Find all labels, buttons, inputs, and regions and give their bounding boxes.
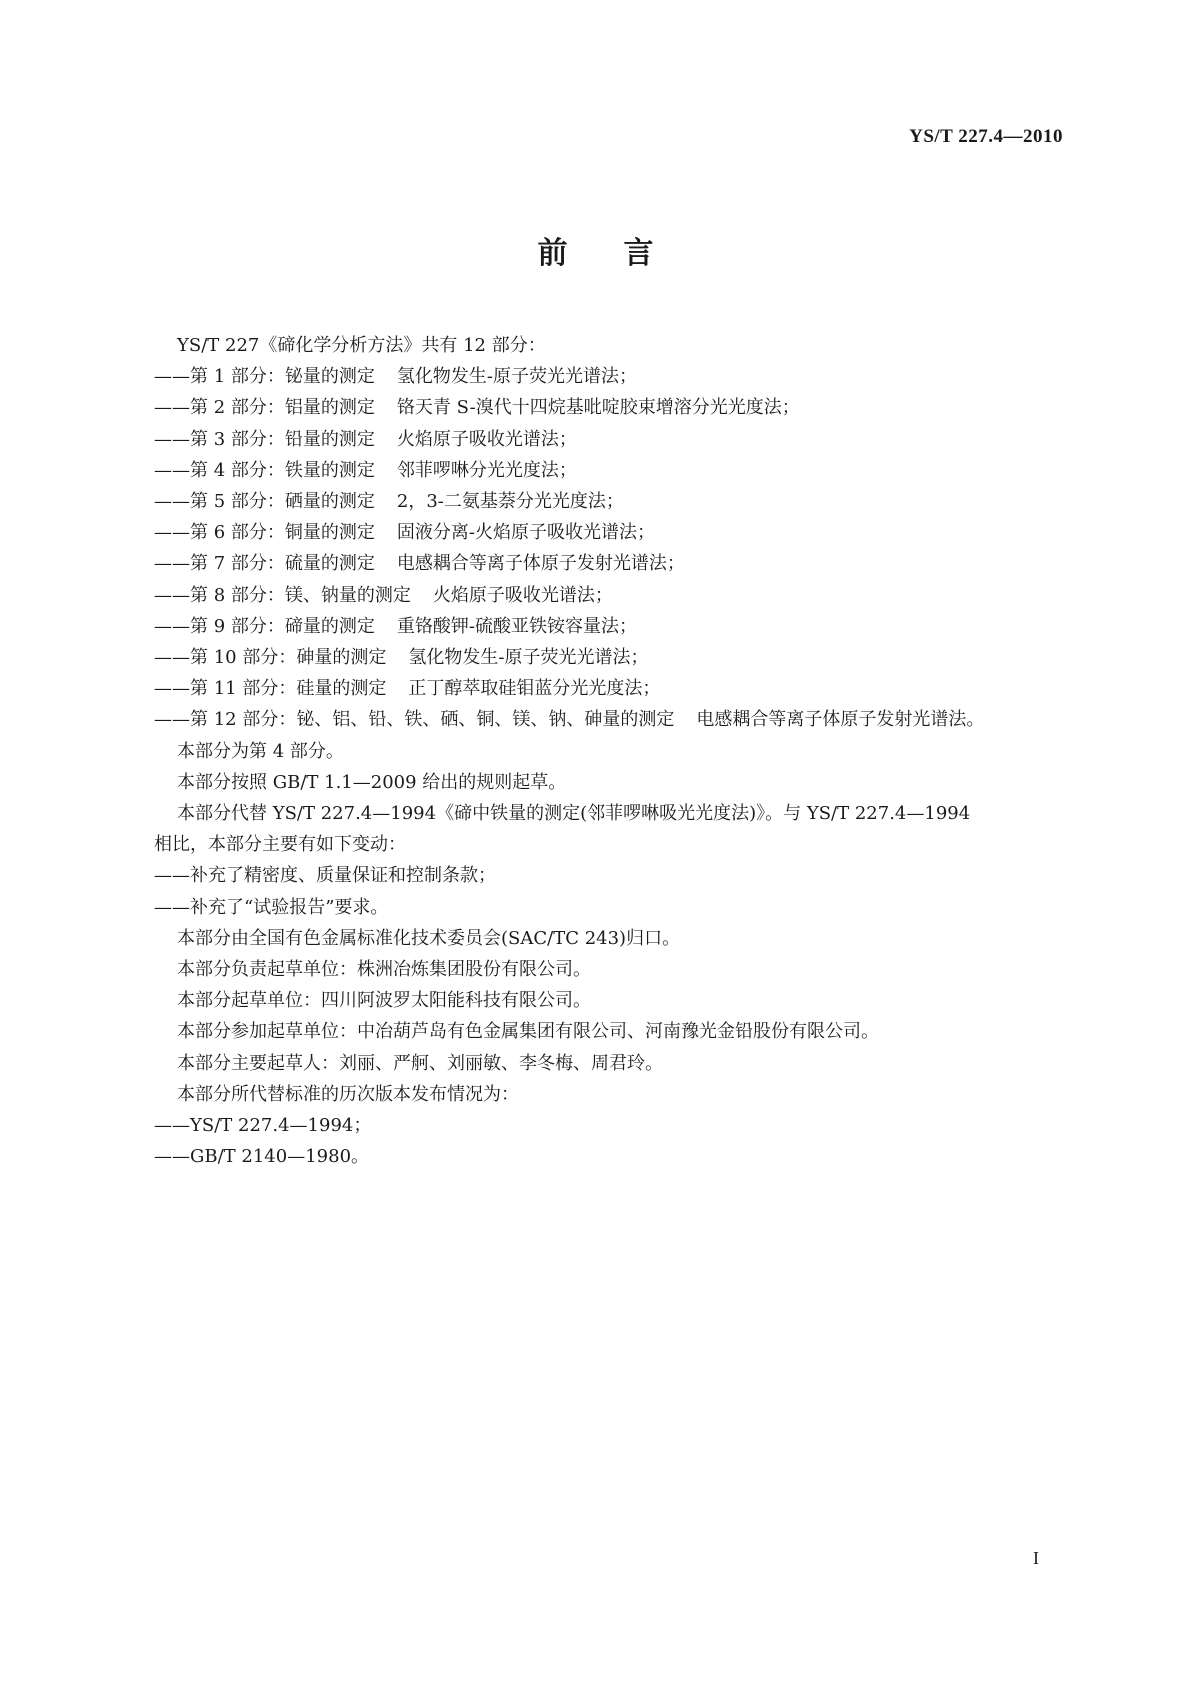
part-method: 火焰原子吸收光谱法； [432,584,613,606]
part-label: ——第 1 部分：铋量的测定 [154,366,375,388]
part-method: 邻菲啰啉分光光度法； [396,459,577,481]
drafting-unit-statement: 本部分起草单位：四川阿波罗太阳能科技有限公司。 [177,990,591,1012]
part-label: ——第 11 部分：硅量的测定 [154,678,387,700]
part-item-11 [154,673,1074,704]
part-item-1 [154,361,1074,392]
part-item-10 [154,642,1074,673]
part-item-3 [154,424,1074,455]
part-method: 电感耦合等离子体原子发射光谱法。 [696,709,985,731]
history-item-2: ——GB/T 2140—1980。 [154,1146,370,1168]
page-title: 前言 [537,236,710,271]
responsible-unit-statement: 本部分负责起草单位：株洲冶炼集团股份有限公司。 [177,959,591,981]
standard-number: YS/T 227.4—2010 [909,126,1063,147]
part-label: ——第 7 部分：硫量的测定 [154,553,375,575]
part-method: 火焰原子吸收光谱法； [396,428,577,450]
part-item-6 [154,517,1074,548]
history-item-1: ——YS/T 227.4—1994； [154,1115,372,1137]
part-method: 电感耦合等离子体原子发射光谱法； [396,553,685,575]
part-label: ——第 10 部分：砷量的测定 [154,647,387,669]
committee-statement: 本部分由全国有色金属标准化技术委员会(SAC/TC 243)归口。 [177,927,681,949]
part-label: ——第 4 部分：铁量的测定 [154,459,375,481]
history-intro: 本部分所代替标准的历次版本发布情况为： [177,1083,519,1105]
change-item-2: ——补充了“试验报告”要求。 [154,896,389,918]
part-item-5 [154,486,1074,517]
series-intro: YS/T 227《碲化学分析方法》共有 12 部分： [177,335,546,356]
part-label: ——第 6 部分：铜量的测定 [154,522,375,544]
part-label: ——第 12 部分：铋、铝、铅、铁、硒、铜、镁、钠、砷量的测定 [154,709,675,731]
part-label: ——第 3 部分：铅量的测定 [154,428,375,450]
change-item-1: ——补充了精密度、质量保证和控制条款； [154,865,496,887]
foreword-body [154,330,1074,1172]
part-method: 正丁醇萃取硅钼蓝分光光度法； [408,678,661,700]
part-method: 氢化物发生-原子荧光光谱法； [408,647,649,669]
drafting-rules-statement: 本部分按照 GB/T 1.1—2009 给出的规则起草。 [177,771,567,793]
this-part-statement: 本部分为第 4 部分。 [177,740,344,762]
part-method: 铬天青 S-溴代十四烷基吡啶胶束增溶分光光度法； [396,397,800,419]
part-item-9 [154,611,1074,642]
part-item-2 [154,392,1074,423]
part-label: ——第 8 部分：镁、钠量的测定 [154,584,411,606]
replaces-statement: 本部分代替 YS/T 227.4—1994《碲中铁量的测定(邻菲啰啉吸光光度法)》。与 YS/T 227.4—1994 [177,803,971,825]
participating-units-statement: 本部分参加起草单位：中冶葫芦岛有色金属集团有限公司、河南豫光金铅股份有限公司。 [177,1021,879,1043]
part-item-8 [154,580,1074,611]
page-number: I [1033,1548,1039,1568]
part-label: ——第 5 部分：硒量的测定 [154,491,375,513]
drafters-statement: 本部分主要起草人：刘丽、严舸、刘丽敏、李冬梅、周君玲。 [177,1052,663,1074]
part-method: 氢化物发生-原子荧光光谱法； [396,366,637,388]
part-label: ——第 9 部分：碲量的测定 [154,615,375,637]
part-item-7 [154,548,1074,579]
part-item-4 [154,455,1074,486]
replaces-statement-continued: 相比，本部分主要有如下变动： [154,834,406,856]
part-label: ——第 2 部分：铝量的测定 [154,397,375,419]
part-method: 重铬酸钾-硫酸亚铁铵容量法； [396,615,637,637]
part-method: 固液分离-火焰原子吸收光谱法； [396,522,655,544]
part-item-12 [154,704,1074,735]
part-method: 2，3-二氨基萘分光光度法； [396,491,624,513]
